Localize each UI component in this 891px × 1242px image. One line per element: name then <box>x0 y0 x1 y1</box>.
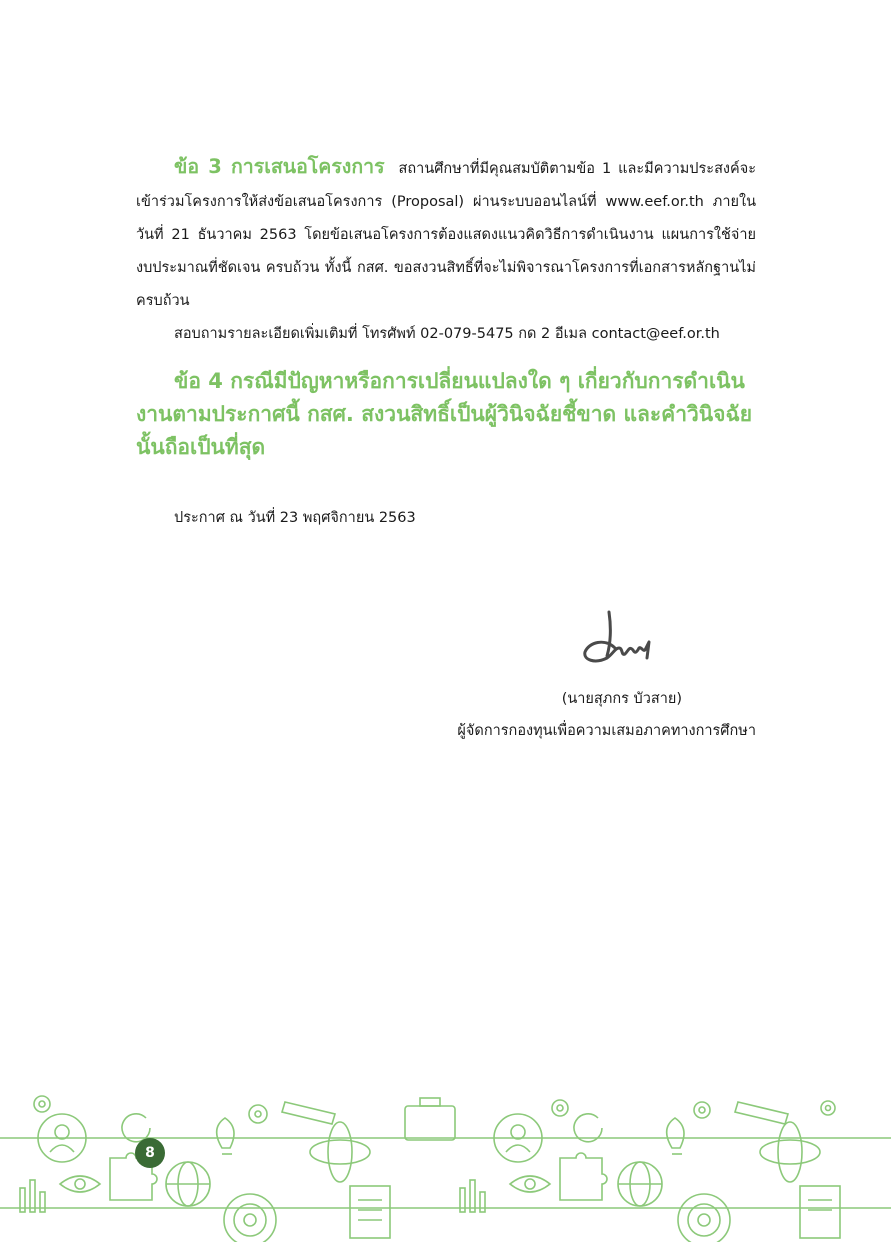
document-icon <box>350 1186 840 1238</box>
gear-icon <box>34 1096 835 1123</box>
atom-icon <box>310 1122 820 1182</box>
footer-decoration <box>0 1088 891 1242</box>
eye-icon <box>60 1176 550 1192</box>
page-number-badge: 8 <box>135 1138 165 1168</box>
signatory-name: (นายสุภกร บัวสาย) <box>561 691 682 707</box>
contact-line: สอบถามรายละเอียดเพิ่มเติมที่ โทรศัพท์ 02-079-5475 กด 2 อีเมล contact@eef.or.th <box>174 326 720 342</box>
section-3-heading: ข้อ 3 การเสนอโครงการ <box>174 155 385 178</box>
section-3-body: สถานศึกษาที่มีคุณสมบัติตามข้อ 1 และมีความประสงค์จะเข้าร่วมโครงการให้ส่งข้อเสนอโครงการ (Proposal) ผ่านระบบออนไลน์ที่ www.eef.or.th ภายในวันที่ 21 ธันวาคม 2563 โดยข้อเสนอโครงการต้องแสดงแนวคิดวิธีการดำเนินงาน แผนการใช้จ่ายงบประมาณที่ชัดเจน ครบถ้วน ทั้งนี้ กสศ. ขอสงวนสิทธิ์ที่จะไม่พิจารณาโครงการที่เอกสารหลักฐานไม่ครบถ้วน <box>136 161 756 309</box>
section-4-paragraph: ข้อ 4 กรณีมีปัญหาหรือการเปลี่ยนแปลงใด ๆ เกี่ยวกับการดำเนินงานตามประกาศนี้ กสศ. สงวนสิทธิ์เป็นผู้วินิจฉัยชี้ขาด และคำวินิจฉัยนั้นถือเป็นที่สุด <box>136 369 753 459</box>
announcement-date: ประกาศ ณ วันที่ 23 พฤศจิกายน 2563 <box>174 510 416 526</box>
lightbulb-icon <box>217 1118 684 1154</box>
bar-chart-icon <box>20 1180 485 1212</box>
section-3-paragraph <box>136 150 756 318</box>
document-body <box>136 150 756 535</box>
signatory-title: ผู้จัดการกองทุนเพื่อความเสมอภาคทางการศึกษา <box>457 723 756 739</box>
briefcase-icon <box>405 1098 455 1140</box>
signature-mark <box>575 608 655 670</box>
